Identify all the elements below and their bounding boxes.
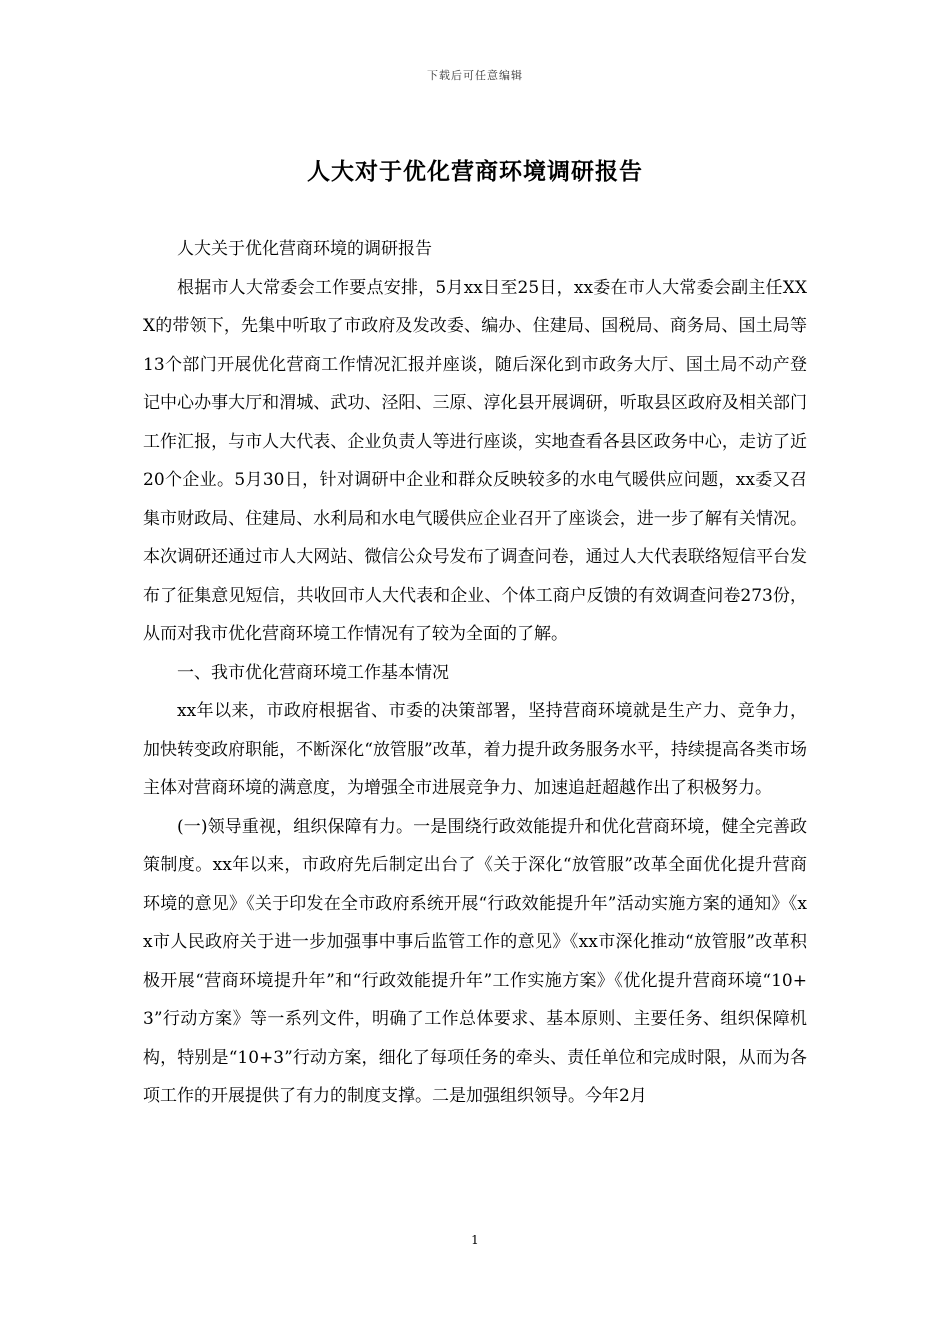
- body-paragraph: 根据市人大常委会工作要点安排，5月xx日至25日，xx委在市人大常委会副主任XXX的带领下，先集中听取了市政府及发改委、编办、住建局、国税局、商务局、国土局等13个部门开展优化营商工作情况汇报并座谈，随后深化到市政务大厅、国土局不动产登记中心办事大厅和渭城、武功、泾阳、三原、淳化县开展调研，听取县区政府及相关部门工作汇报，与市人大代表、企业负责人等进行座谈，实地查看各县区政务中心，走访了近20个企业。5月30日，针对调研中企业和群众反映较多的水电气暖供应问题，xx委又召集市财政局、住建局、水利局和水电气暖供应企业召开了座谈会，进一步了解有关情况。本次调研还通过市人大网站、微信公众号发布了调查问卷，通过人大代表联络短信平台发布了征集意见短信，共收回市人大代表和企业、个体工商户反馈的有效调查问卷273份，从而对我市优化营商环境工作情况有了较为全面的了解。: [143, 277, 807, 644]
- document-title: 人大对于优化营商环境调研报告: [307, 158, 643, 185]
- subtitle-paragraph: 人大关于优化营商环境的调研报告: [177, 239, 432, 259]
- body-paragraph: (一)领导重视，组织保障有力。一是围绕行政效能提升和优化营商环境，健全完善政策制度。xx年以来，市政府先后制定出台了《关于深化“放管服”改革全面优化提升营商环境的意见》《关于印发在全市政府系统开展“行政效能提升年”活动实施方案的通知》《xx市人民政府关于进一步加强事中事后监管工作的意见》《xx市深化推动“放管服”改革积极开展“营商环境提升年”和“行政效能提升年”工作实施方案》《优化提升营商环境“10+3”行动方案》等一系列文件，明确了工作总体要求、基本原则、主要任务、组织保障机构，特别是“10+3”行动方案，细化了每项任务的牵头、责任单位和完成时限，从而为各项工作的开展提供了有力的制度支撑。二是加强组织领导。今年2月: [143, 816, 807, 1106]
- section-heading: 一、我市优化营商环境工作基本情况: [177, 662, 449, 683]
- page-number: 1: [471, 1233, 479, 1247]
- header-note: 下载后可任意编辑: [427, 69, 523, 82]
- document-body: [143, 230, 807, 1116]
- body-paragraph: xx年以来，市政府根据省、市委的决策部署，坚持营商环境就是生产力、竞争力，加快转变政府职能，不断深化“放管服”改革，着力提升政务服务水平，持续提高各类市场主体对营商环境的满意度，为增强全市进展竞争力、加速追赶超越作出了积极努力。: [143, 701, 807, 798]
